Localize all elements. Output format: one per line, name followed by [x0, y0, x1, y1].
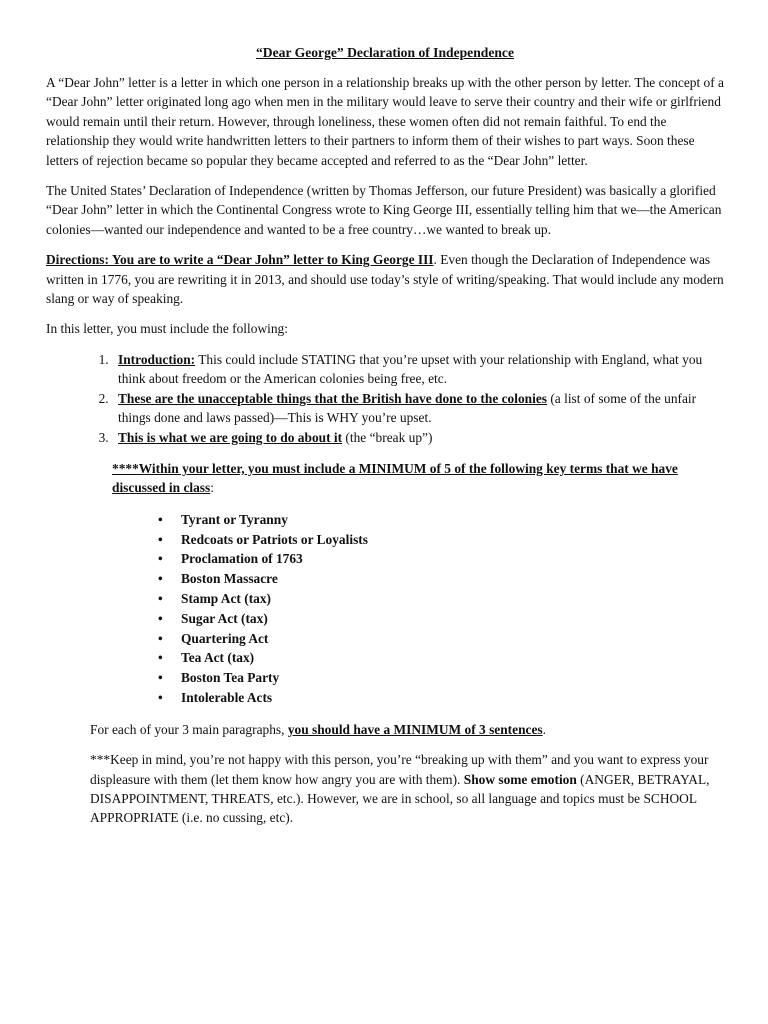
requirement-text: (a list of some of the unfair things done and laws passed)—This is WHY you’re upset.	[118, 390, 697, 426]
requirement-label: This is what we are going to do about it	[118, 429, 343, 445]
emotion-note-emphasis: Show some emotion	[463, 771, 577, 787]
list-item: • Redcoats or Patriots or Loyalists	[181, 530, 724, 550]
list-item: • Tyrant or Tyranny	[181, 510, 724, 530]
list-item: • Sugar Act (tax)	[181, 609, 724, 629]
list-item	[112, 389, 724, 428]
paragraph-rule-emphasis: you should have a MINIMUM of 3 sentences	[287, 721, 543, 737]
list-item: • Stamp Act (tax)	[181, 589, 724, 609]
paragraph-rule-end: .	[542, 721, 546, 737]
list-item	[112, 350, 724, 389]
emotion-note-text: ***Keep in mind, you’re not happy with this person, you’re “breaking up with them” and you want to express your displeasure with them (let them know how angry you are with them).	[90, 752, 709, 787]
declaration-paragraph: The United States’ Declaration of Independence (written by Thomas Jefferson, our future President) was basically a glorified “Dear John” letter in which the Continental Congress wrote to King George III, essentially telling him that we—the American colonies—wanted our independence and wanted to be a free country…we wanted to break up.	[46, 183, 722, 237]
key-terms-note	[112, 459, 724, 498]
list-item: • Boston Massacre	[181, 569, 724, 589]
emotion-note	[90, 750, 724, 828]
requirements-list	[46, 350, 724, 447]
list-item: • Quartering Act	[181, 629, 724, 649]
requirement-label: Introduction:	[118, 351, 196, 367]
paragraph-rule	[90, 720, 724, 739]
list-item: • Proclamation of 1763	[181, 549, 724, 569]
directions-text: . Even though the Declaration of Independence was written in 1776, you are rewriting it in 2013, and should use today’s style of writing/speaking. That would include any modern slang or way of speaking.	[46, 252, 724, 307]
requirement-label: These are the unacceptable things that the British have done to the colonies	[118, 390, 547, 406]
key-terms-note-text: ****Within your letter, you must include a MINIMUM of 5 of the following key terms that we have discussed in class	[112, 460, 678, 496]
include-intro: In this letter, you must include the following:	[46, 321, 288, 337]
list-item	[112, 428, 724, 447]
directions-label: Directions: You are to write a “Dear John” letter to King George III	[46, 252, 434, 268]
document-title: “Dear George” Declaration of Independence	[256, 45, 514, 60]
intro-paragraph: A “Dear John” letter is a letter in which one person in a relationship breaks up with the other person by letter. The concept of a “Dear John” letter originated long ago when men in the military would leave to serve their country and their wife or girlfriend would remain until their return. However, through loneliness, these women often did not remain faithful. To end the relationship they would write handwritten letters to their partners to inform them of their wishes to part ways. Soon these letters of rejection became so popular they became accepted and referred to as the “Dear John” letter.	[46, 75, 724, 168]
list-item: • Intolerable Acts	[181, 688, 724, 708]
list-item: • Boston Tea Party	[181, 668, 724, 688]
emotion-note-text-2: (ANGER, BETRAYAL, DISAPPOINTMENT, THREATS, etc.). However, we are in school, so all language and topics must be SCHOOL APPROPRIATE (i.e. no cussing, etc).	[90, 771, 710, 826]
key-terms-colon: :	[210, 480, 214, 496]
directions-paragraph	[46, 250, 724, 308]
key-terms-list	[46, 510, 724, 708]
list-item: • Tea Act (tax)	[181, 648, 724, 668]
paragraph-rule-text: For each of your 3 main paragraphs,	[90, 721, 288, 737]
requirement-text: This could include STATING that you’re upset with your relationship with England, what you think about freedom or the American colonies being free, etc.	[118, 351, 703, 387]
requirement-text: (the “break up”)	[342, 429, 433, 445]
